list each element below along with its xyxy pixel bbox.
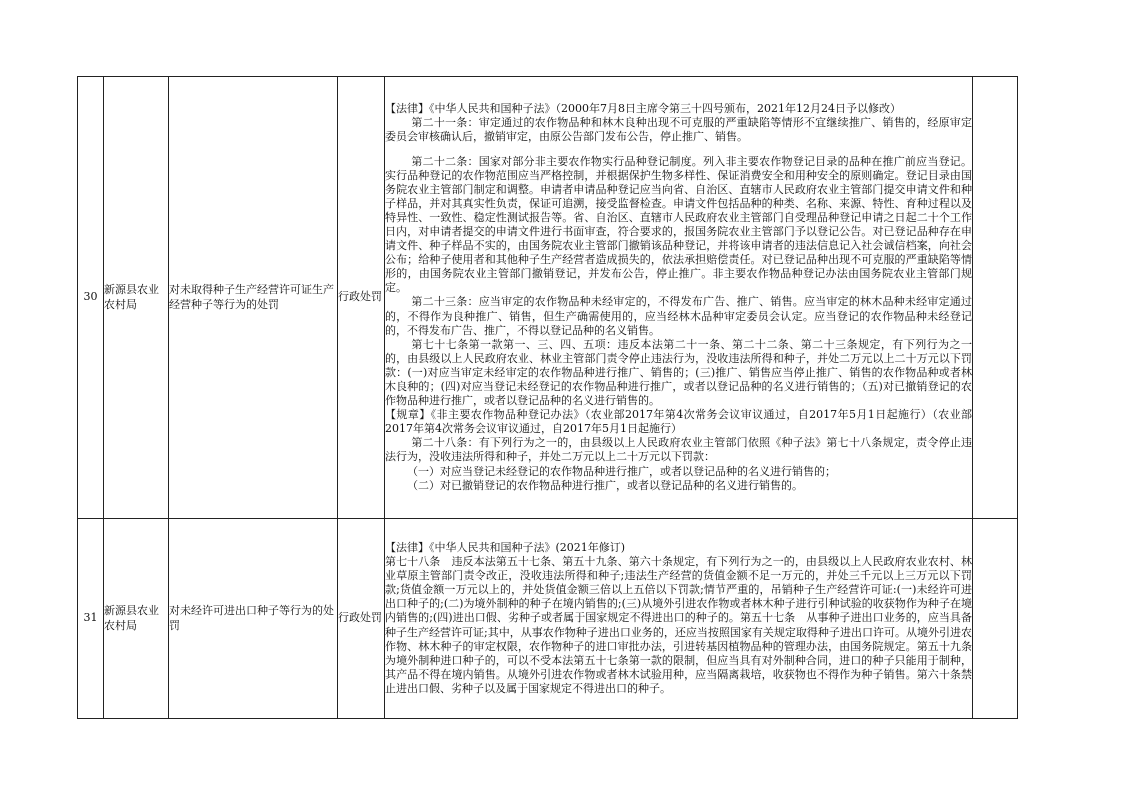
remarks-cell bbox=[973, 77, 1018, 519]
article-paragraph: 第二十八条：有下列行为之一的，由县级以上人民政府农业主管部门依照《种子法》第七十八条规定，责令停止违法行为，没收违法所得和种子，并处二万元以上二十万元以下罚款： bbox=[385, 436, 972, 464]
law-heading: 【法律】《中华人民共和国种子法》（2000年7月8日主席令第三十四号颁布，2021年12月24日予以修改） bbox=[385, 102, 901, 116]
enforcement-table bbox=[77, 76, 1018, 719]
department-cell: 新源县农业农村局 bbox=[104, 77, 169, 519]
article-paragraph: 第二十二条：国家对部分非主要农作物实行品种登记制度。列入非主要农作物登记目录的品种在推广前应当登记。实行品种登记的农作物范围应当严格控制，并根据保护生物多样性、保证消费安全和用种安全的原则确定。登记目录由国务院农业主管部门制定和调整。申请者申请品种登记应当向省、自治区、直辖市人民政府农业主管部门提交申请文件和种子样品，并对其真实性负责，保证可追溯，接受监督检查。申请文件包括品种的种类、名称、来源、特性、育种过程以及特异性、一致性、稳定性测试报告等。省、自治区、直辖市人民政府农业主管部门自受理品种登记申请之日起二十个工作日内，对申请者提交的申请文件进行书面审查，符合要求的，报国务院农业主管部门予以登记公告。对已登记品种存在申请文件、种子样品不实的，由国务院农业主管部门撤销该品种登记，并将该申请者的违法信息记入社会诚信档案，向社会公布；给种子使用者和其他种子生产经营者造成损失的，依法承担赔偿责任。对已登记品种出现不可克服的严重缺陷等情形的，由国务院农业主管部门撤销登记，并发布公告，停止推广。非主要农作物品种登记办法由国务院农业主管部门规定。 bbox=[385, 154, 972, 295]
row-number: 30 bbox=[78, 77, 104, 519]
law-heading: 【法律】《中华人民共和国种子法》(2021年修订) bbox=[385, 540, 626, 554]
table-row bbox=[78, 77, 1018, 519]
item-name-cell: 对未经许可进出口种子等行为的处罚 bbox=[169, 519, 338, 719]
row-number: 31 bbox=[78, 519, 104, 719]
legal-basis-cell bbox=[385, 519, 983, 719]
article-item: （一）对应当登记未经登记的农作物品种进行推广，或者以登记品种的名义进行销售的； bbox=[407, 464, 836, 478]
article-paragraph: 第七十八条 违反本法第五十七条、第五十九条、第六十条规定，有下列行为之一的，由县级以上人民政府农业农村、林业草原主管部门责令改正，没收违法所得和种子;违法生产经营的货值金额不足一万元的，并处三千元以上三万元以下罚款;货值金额一万元以上的，并处货值金额三倍以上五倍以下罚款;情节严重的，吊销种子生产经营许可证:(一)未经许可进出口种子的;(二)为境外制种的种子在境内销售的;(三)从境外引进农作物或者林木种子进行引种试验的收获物作为种子在境内销售的;(四)进出口假、劣种子或者属于国家规定不得进出口的种子的。第五十七条 从事种子进出口业务的，应当具备种子生产经营许可证;其中，从事农作物种子进出口业务的，还应当按照国家有关规定取得种子进出口许可。从境外引进农作物、林木种子的审定权限，农作物种子的进口审批办法，引进转基因植物品种的管理办法，由国务院规定。第五十九条 为境外制种进口种子的，可以不受本法第五十七条第一款的限制，但应当具有对外制种合同，进口的种子只能用于制种，其产品不得在境内销售。从境外引进农作物或者林木试验用种，应当隔离栽培，收获物也不得作为种子销售。第六十条禁止进出口假、劣种子以及属于国家规定不得进出口的种子。 bbox=[385, 555, 983, 695]
regulation-heading: 【规章】《非主要农作物品种登记办法》（农业部2017年第4次常务会议审议通过，自2017年5月1日起施行）（农业部2017年第4次常务会议审议通过，自2017年5月1日起施行） bbox=[385, 408, 972, 436]
item-name-cell: 对未取得种子生产经营许可证生产经营种子等行为的处罚 bbox=[169, 77, 338, 519]
article-paragraph: 第二十一条：审定通过的农作物品种和林木良种出现不可克服的严重缺陷等情形不宜继续推广、销售的，经原审定委员会审核确认后，撤销审定，由原公告部门发布公告，停止推广、销售。 bbox=[385, 116, 972, 144]
remarks-cell bbox=[973, 519, 1018, 719]
table-row bbox=[78, 519, 1018, 719]
department-cell: 新源县农业农村局 bbox=[104, 519, 169, 719]
item-type-cell: 行政处罚 bbox=[338, 519, 385, 719]
item-type-cell: 行政处罚 bbox=[338, 77, 385, 519]
legal-basis-cell bbox=[385, 77, 973, 519]
article-item: （二）对已撤销登记的农作物品种进行推广，或者以登记品种的名义进行销售的。 bbox=[407, 478, 803, 492]
article-paragraph: 第七十七条第一款第一、三、四、五项：违反本法第二十一条、第二十二条、第二十三条规定，有下列行为之一的，由县级以上人民政府农业、林业主管部门责令停止违法行为，没收违法所得和种子，并处二万元以上二十万元以下罚款：(一)对应当审定未经审定的农作物品种进行推广、销售的；(三)推广、销售应当停止推广、销售的农作物品种或者林木良种的；(四)对应当登记未经登记的农作物品种进行推广，或者以登记品种的名义进行销售的；（五)对已撤销登记的农作物品种进行推广，或者以登记品种的名义进行销售的。 bbox=[385, 337, 972, 408]
article-paragraph: 第二十三条：应当审定的农作物品种未经审定的，不得发布广告、推广、销售。应当审定的林木品种未经审定通过的，不得作为良种推广、销售，但生产确需使用的，应当经林木品种审定委员会认定。应当登记的农作物品种未经登记的，不得发布广告、推广，不得以登记品种的名义销售。 bbox=[385, 295, 972, 337]
